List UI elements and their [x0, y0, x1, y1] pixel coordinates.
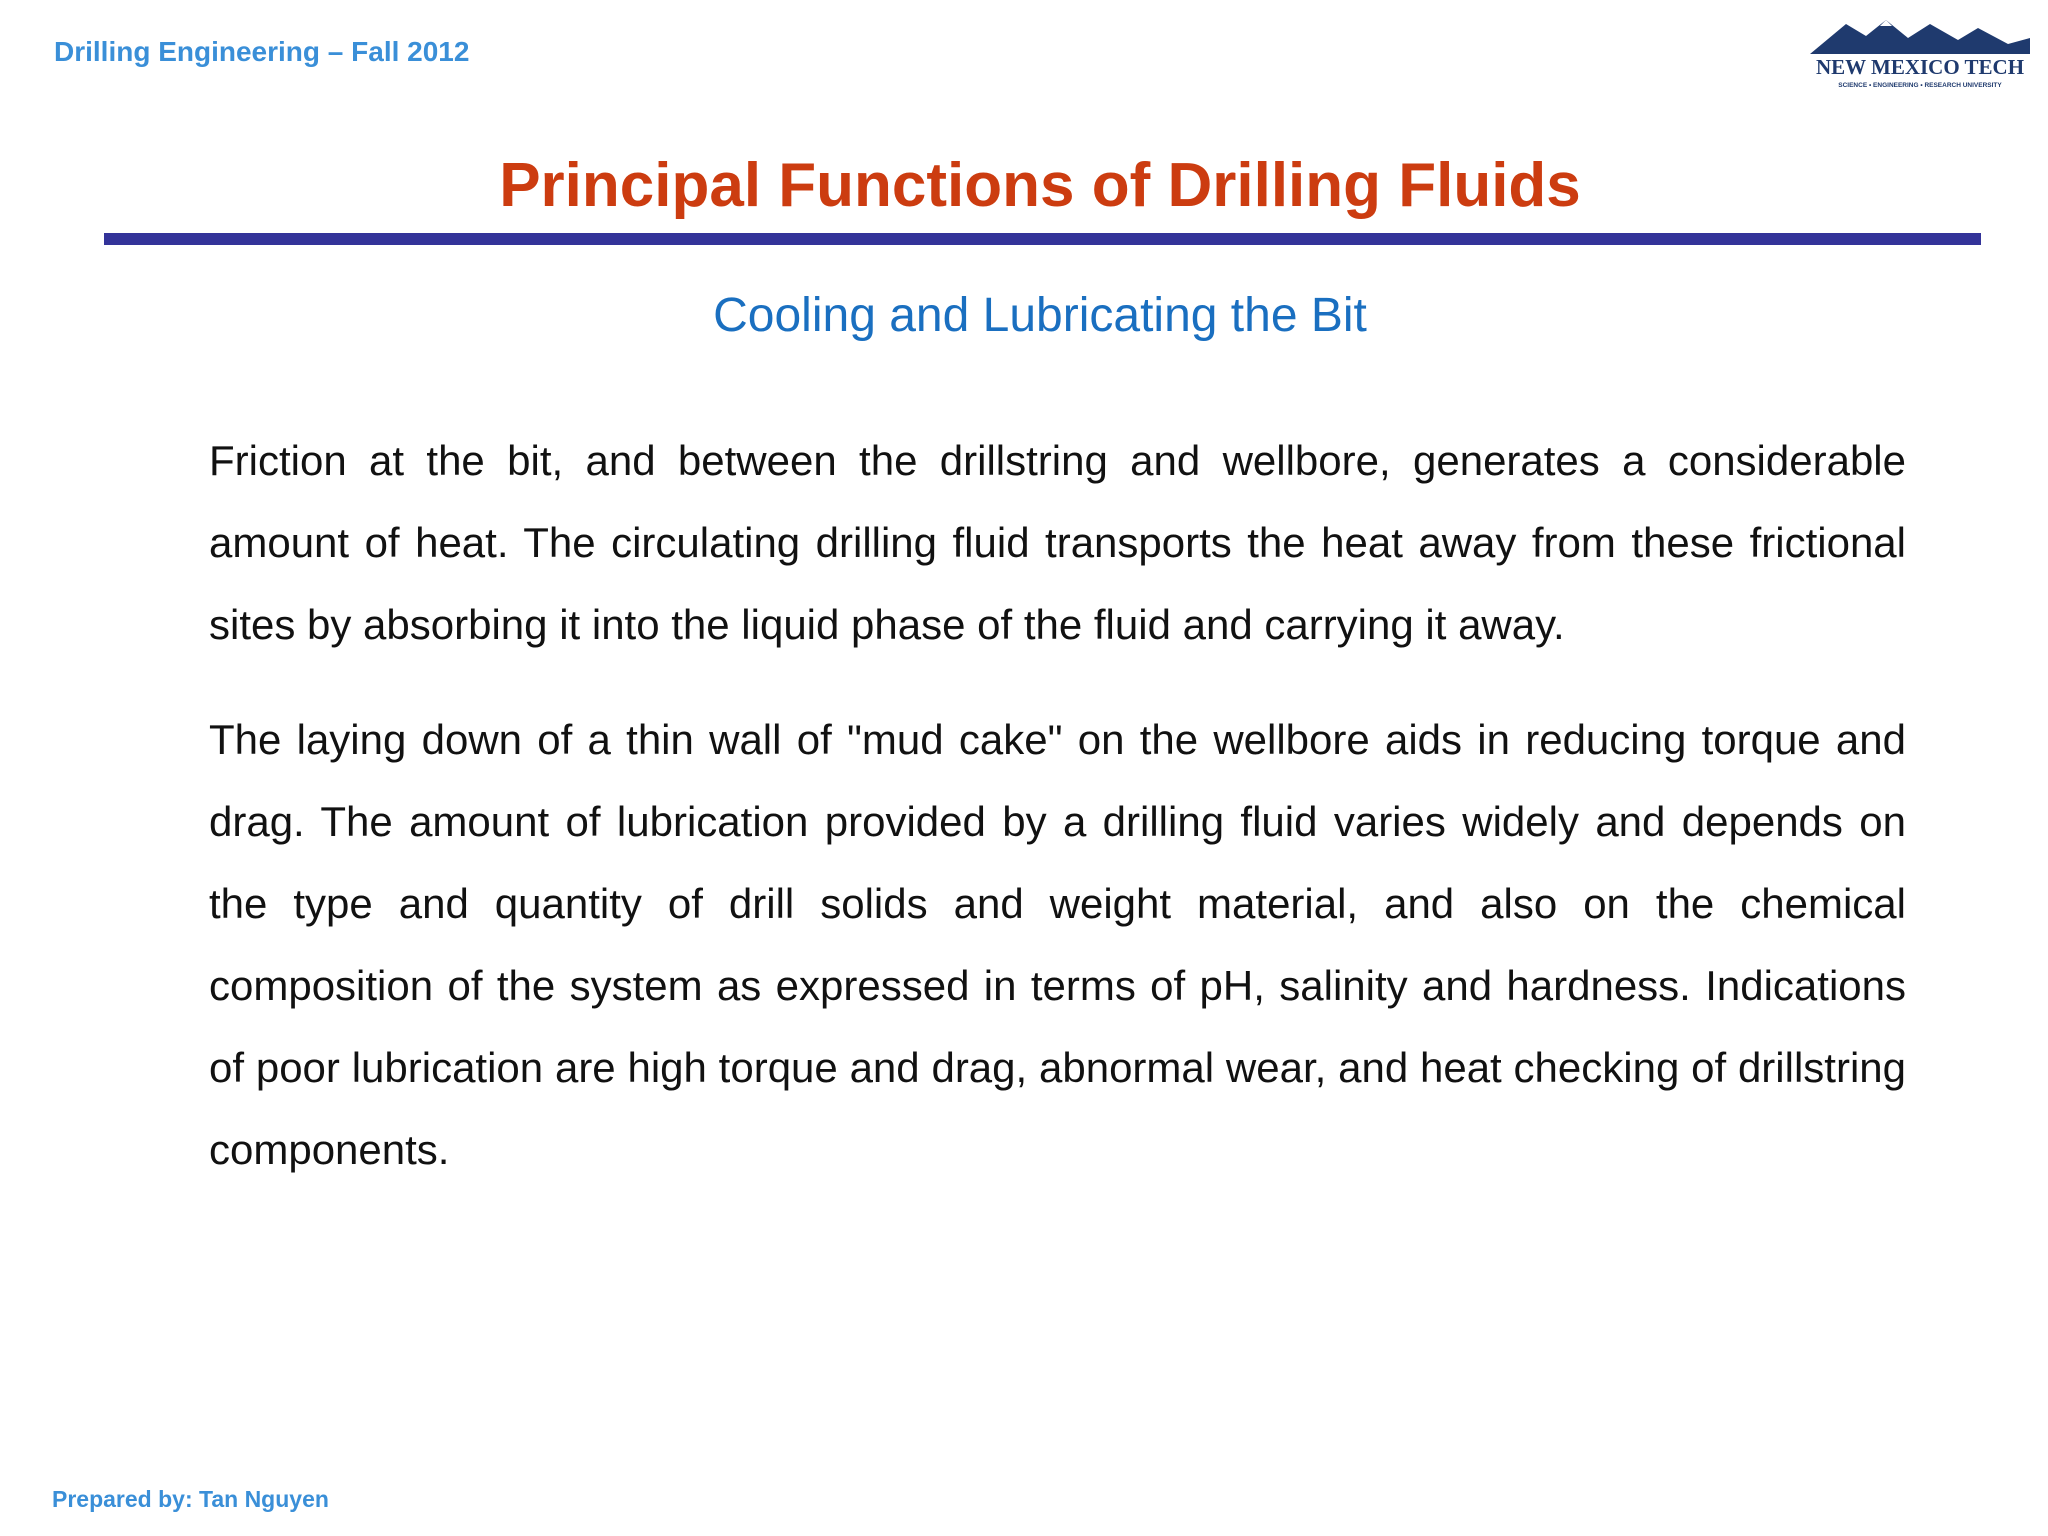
title-divider — [104, 233, 1981, 245]
body-paragraph-lubrication: The laying down of a thin wall of "mud cake" on the wellbore aids in reducing torque and drag. The amount of lubrication provided by a drilling fluid varies widely and depends on the type and quantity of drill solids and weight material, and also on the chemical composition of the system as expressed in terms of pH, salinity and hardness. Indications of poor lubrication are high torque and drag, abnormal wear, and heat checking of drillstring components. — [209, 716, 1906, 1173]
slide-title: Principal Functions of Drilling Fluids — [499, 151, 1581, 220]
logo-tagline: SCIENCE • ENGINEERING • RESEARCH UNIVERSITY — [1838, 82, 2002, 89]
body-paragraph-heat: Friction at the bit, and between the drillstring and wellbore, generates a considerable amount of heat. The circulating drilling fluid transports the heat away from these frictional sites by absorbing it into the liquid phase of the fluid and carrying it away. — [209, 437, 1906, 648]
slide-subtitle: Cooling and Lubricating the Bit — [713, 289, 1367, 342]
new-mexico-tech-logo — [1808, 14, 2032, 90]
course-header: Drilling Engineering – Fall 2012 — [54, 36, 470, 67]
logo-wordmark: NEW MEXICO TECH — [1815, 55, 2025, 79]
footer-author: Prepared by: Tan Nguyen — [52, 1486, 329, 1512]
